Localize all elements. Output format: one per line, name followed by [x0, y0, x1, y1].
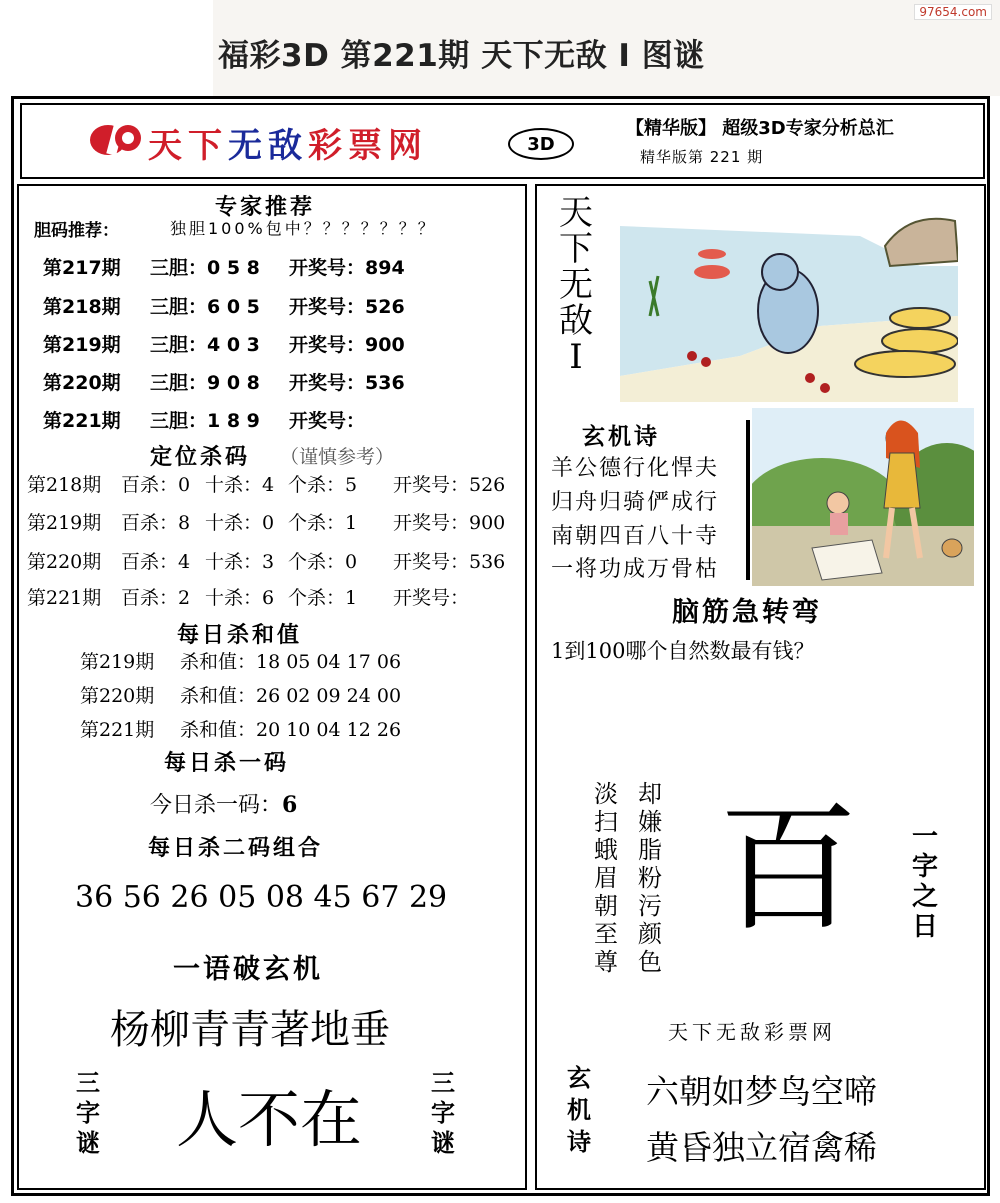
expert-heading: 专家推荐 — [215, 195, 316, 220]
vertical-char: 朝 — [594, 892, 618, 920]
period: 第221期 — [43, 410, 121, 432]
dan-value: 三胆：4 0 3 — [150, 334, 260, 356]
bottom-label-char: 机 — [567, 1096, 591, 1124]
period: 第219期 — [80, 651, 155, 673]
shi-kill: 十杀：6 — [205, 587, 275, 609]
dan-label: 胆码推荐： — [34, 221, 119, 241]
position-row — [0, 547, 520, 573]
vertical-char: 至 — [594, 920, 618, 948]
dan-value: 三胆：9 0 8 — [150, 372, 260, 394]
bottom-label-char: 玄 — [567, 1064, 591, 1092]
cartoon-image-top — [620, 206, 958, 402]
site-name-part: 彩票网 — [308, 126, 428, 166]
three-dan-row — [0, 368, 520, 394]
title-char: 无 — [559, 265, 593, 305]
cartoon-image-middle — [752, 408, 974, 586]
title-vertical — [556, 195, 596, 375]
ge-kill: 个杀：0 — [288, 551, 358, 573]
title-char: 敌 — [559, 301, 593, 341]
title-char: 天 — [559, 193, 593, 233]
brand-text: 天下无敌彩票网 — [668, 1020, 836, 1044]
vertical-char: 色 — [638, 948, 662, 976]
riddle-answer: 人不在 — [176, 1083, 363, 1156]
riddle-label-char: 谜 — [76, 1129, 100, 1157]
shi-kill: 十杀：3 — [205, 551, 275, 573]
one-code-heading: 每日杀一码 — [164, 751, 290, 776]
draw-number: 开奖号：536 — [289, 372, 405, 394]
dan-value: 三胆：0 5 8 — [150, 257, 260, 279]
vertical-char: 扫 — [594, 808, 618, 836]
site-name-part: 天下 — [148, 126, 228, 166]
yizi-char: 日 — [911, 912, 938, 942]
poem-line: 归舟归骑俨成行 — [551, 490, 720, 515]
ge-kill: 个杀：1 — [288, 512, 358, 534]
riddle-label-char: 字 — [76, 1099, 100, 1127]
vertical-char: 眉 — [594, 864, 618, 892]
poem-line: 一将功成万骨枯 — [551, 557, 720, 582]
bottom-label-char: 诗 — [567, 1128, 591, 1156]
edition-issue: 精华版第 221 期 — [640, 148, 764, 166]
divider — [746, 420, 750, 580]
sum-row — [0, 715, 520, 741]
sum-row — [0, 681, 520, 707]
riddle-label-char: 字 — [431, 1099, 455, 1127]
riddle-label-char: 三 — [76, 1069, 100, 1097]
vertical-col-1 — [592, 780, 620, 976]
position-row — [0, 583, 520, 609]
bottom-poem-label — [564, 1062, 594, 1158]
period: 第220期 — [27, 551, 102, 573]
brain-question: 1到100哪个自然数最有钱？ — [551, 639, 815, 663]
bai-kill: 百杀：2 — [121, 587, 191, 609]
dan-value: 三胆：6 0 5 — [150, 296, 260, 318]
two-code-value: 36 56 26 05 08 45 67 29 — [75, 880, 448, 915]
site-name — [148, 118, 428, 167]
vertical-char: 尊 — [594, 948, 618, 976]
shi-kill: 十杀：0 — [205, 512, 275, 534]
ge-kill: 个杀：5 — [288, 474, 358, 496]
draw-number: 开奖号： — [289, 410, 366, 432]
bottom-poem-line: 六朝如梦鸟空啼 — [646, 1072, 877, 1111]
poem-line: 南朝四百八十寺 — [551, 524, 720, 549]
period: 第217期 — [43, 257, 121, 279]
period: 第218期 — [27, 474, 102, 496]
three-dan-row — [0, 406, 520, 432]
sum-row — [0, 647, 520, 673]
draw-number: 开奖号：526 — [289, 296, 405, 318]
bottom-poem-line: 黄昏独立宿禽稀 — [646, 1128, 877, 1167]
bai-kill: 百杀：4 — [121, 551, 191, 573]
draw-number: 开奖号：900 — [393, 512, 506, 534]
riddle-label-char: 谜 — [431, 1129, 455, 1157]
brain-heading: 脑筋急转弯 — [672, 597, 822, 628]
riddle-label-left — [73, 1068, 103, 1158]
period: 第220期 — [80, 685, 155, 707]
logo-icon — [88, 119, 144, 159]
vertical-char: 粉 — [638, 864, 662, 892]
riddle-label-char: 三 — [431, 1069, 455, 1097]
yizi-label — [910, 822, 940, 942]
dan-text: 独胆100%包中？？？？？？？ — [170, 219, 437, 238]
site-url[interactable]: 97654.com — [914, 4, 992, 20]
vertical-char: 却 — [638, 780, 662, 808]
site-name-part: 无敌 — [228, 126, 308, 166]
three-dan-row — [0, 292, 520, 318]
three-dan-row — [0, 253, 520, 279]
period: 第219期 — [27, 512, 102, 534]
one-code-line — [150, 788, 297, 819]
draw-number: 开奖号：894 — [289, 257, 405, 279]
draw-number: 开奖号：900 — [289, 334, 405, 356]
vertical-char: 脂 — [638, 836, 662, 864]
vertical-char: 嫌 — [638, 808, 662, 836]
period: 第219期 — [43, 334, 121, 356]
position-row — [0, 470, 520, 496]
sum-value: 杀和值：18 05 04 17 06 — [180, 651, 402, 673]
vertical-char: 颜 — [638, 920, 662, 948]
vertical-col-2 — [636, 780, 664, 976]
poem-heading: 玄机诗 — [582, 424, 660, 450]
draw-number: 开奖号：526 — [393, 474, 506, 496]
riddle-label-right — [428, 1068, 458, 1158]
big-character: 百 — [718, 788, 859, 951]
ge-kill: 个杀：1 — [288, 587, 358, 609]
position-row — [0, 508, 520, 534]
draw-number: 开奖号：536 — [393, 551, 506, 573]
badge-3d: 3D — [508, 128, 574, 160]
yiyu-heading: 一语破玄机 — [173, 954, 323, 985]
yizi-char: 字 — [911, 852, 938, 882]
yizi-char: 之 — [911, 882, 938, 912]
period: 第220期 — [43, 372, 121, 394]
shi-kill: 十杀：4 — [205, 474, 275, 496]
bai-kill: 百杀：8 — [121, 512, 191, 534]
vertical-char: 污 — [638, 892, 662, 920]
period: 第218期 — [43, 296, 121, 318]
dan-value: 三胆：1 8 9 — [150, 410, 260, 432]
vertical-char: 淡 — [594, 780, 618, 808]
sum-value: 杀和值：20 10 04 12 26 — [180, 719, 402, 741]
title-char: I — [569, 337, 583, 377]
yiyu-text: 杨柳青青著地垂 — [110, 1007, 390, 1053]
one-code-value: 6 — [282, 792, 298, 818]
period: 第221期 — [80, 719, 155, 741]
sum-heading: 每日杀和值 — [177, 623, 303, 648]
draw-number: 开奖号： — [393, 587, 470, 609]
position-heading: 定位杀码 — [150, 445, 251, 470]
poem-line: 羊公德行化悍夫 — [551, 456, 720, 481]
position-note: （谨慎参考） — [280, 446, 395, 468]
vertical-char: 蛾 — [594, 836, 618, 864]
sum-value: 杀和值：26 02 09 24 00 — [180, 685, 402, 707]
period: 第221期 — [27, 587, 102, 609]
yizi-char: 一 — [911, 822, 938, 852]
edition-title: 【精华版】 超级3D专家分析总汇 — [626, 118, 894, 139]
title-char: 下 — [559, 229, 593, 269]
bai-kill: 百杀：0 — [121, 474, 191, 496]
one-code-label: 今日杀一码： — [150, 793, 283, 818]
page-title: 福彩3D 第221期 天下无敌 I 图谜 — [218, 38, 705, 74]
two-code-heading: 每日杀二码组合 — [148, 836, 324, 861]
three-dan-row — [0, 330, 520, 356]
